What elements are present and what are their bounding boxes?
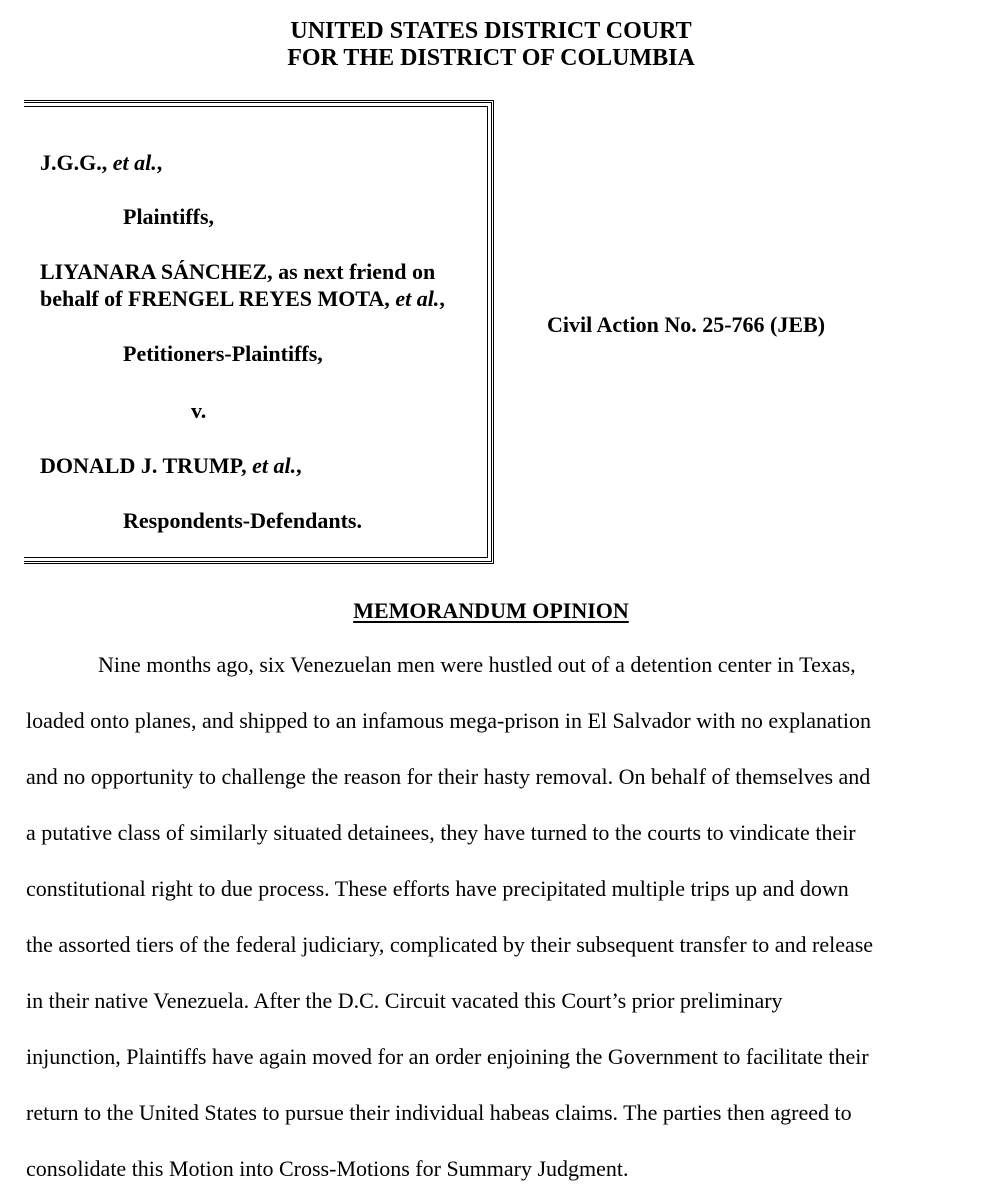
opinion-line: constitutional right to due process. These efforts have precipitated multiple trips up and down: [26, 876, 849, 901]
memo-title: [0, 598, 982, 624]
plaintiff-comma: ,: [156, 150, 163, 175]
versus: v.: [191, 398, 207, 423]
defendant-comma: ,: [296, 453, 302, 478]
opinion-line: loaded onto planes, and shipped to an infamous mega-prison in El Salvador with no explanation: [26, 708, 871, 733]
defendant-name-text: DONALD J. TRUMP,: [40, 453, 253, 478]
defendant-name: [40, 453, 302, 479]
plaintiff-name-text: J.G.G.,: [40, 150, 113, 175]
opinion-line: consolidate this Motion into Cross-Motions for Summary Judgment.: [26, 1156, 629, 1181]
opinion-line: injunction, Plaintiffs have again moved for an order enjoining the Government to facilitate their: [26, 1044, 869, 1069]
court-district: FOR THE DISTRICT OF COLUMBIA: [287, 45, 695, 71]
petitioner-line-1: LIYANARA SÁNCHEZ, as next friend on: [40, 259, 436, 284]
opinion-line: return to the United States to pursue their individual habeas claims. The parties then agreed to: [26, 1100, 852, 1125]
court-name: UNITED STATES DISTRICT COURT: [290, 18, 692, 44]
defendant-et-al: et al.: [252, 453, 297, 478]
plaintiff-et-al: et al.: [112, 150, 157, 175]
opinion-line: the assorted tiers of the federal judiciary, complicated by their subsequent transfer to and release: [26, 932, 874, 957]
plaintiffs-role: Plaintiffs,: [123, 204, 215, 229]
petitioner-line-2: [40, 286, 445, 312]
opinion-line: and no opportunity to challenge the reason for their hasty removal. On behalf of themselves and: [26, 764, 871, 789]
petitioner-line-2-text: behalf of FRENGEL REYES MOTA,: [40, 286, 396, 311]
opinion-line: Nine months ago, six Venezuelan men were hustled out of a detention center in Texas,: [98, 652, 856, 677]
opinion-line: in their native Venezuela. After the D.C. Circuit vacated this Court’s prior preliminary: [26, 988, 783, 1013]
opinion-line: a putative class of similarly situated detainees, they have turned to the courts to vindicate their: [26, 820, 856, 845]
petitioner-comma: ,: [439, 286, 445, 311]
plaintiff-name: [40, 150, 162, 176]
petitioner-et-al: et al.: [395, 286, 440, 311]
court-header: [0, 18, 982, 72]
memo-title-text: MEMORANDUM OPINION: [353, 598, 629, 623]
defendants-role: Respondents-Defendants.: [123, 508, 362, 533]
petitioners-role: Petitioners-Plaintiffs,: [123, 341, 323, 366]
case-number: Civil Action No. 25-766 (JEB): [547, 312, 826, 337]
